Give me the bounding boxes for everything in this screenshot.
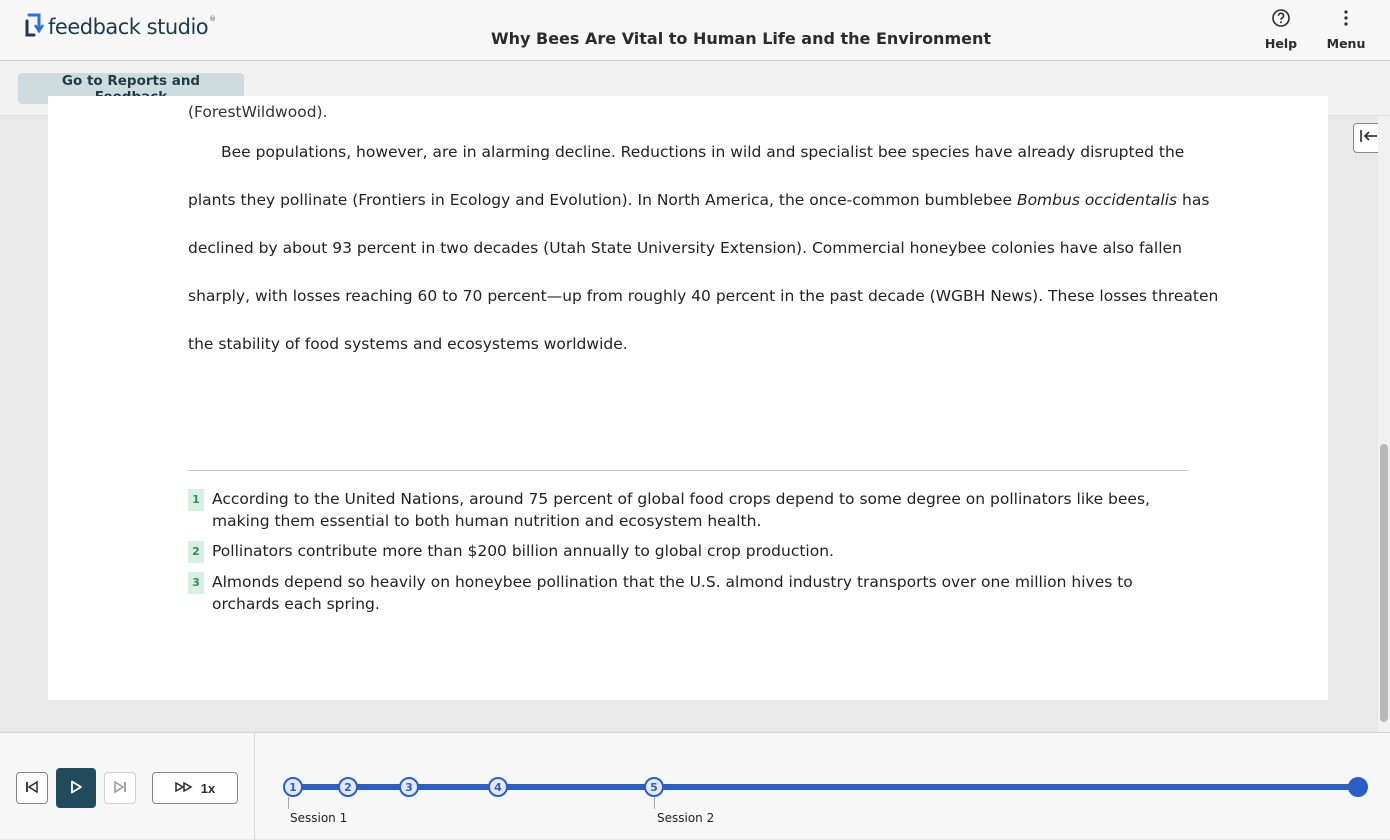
- menu-button[interactable]: [1318, 8, 1374, 52]
- timeline-marker[interactable]: 4: [488, 777, 508, 797]
- top-header: [0, 0, 1390, 61]
- logo-text: feedback studio®: [48, 15, 216, 39]
- session-label: Session 2: [657, 811, 715, 825]
- timeline-playhead[interactable]: [1348, 777, 1368, 797]
- menu-label: Menu: [1326, 36, 1366, 51]
- help-label: Help: [1264, 36, 1298, 51]
- paragraph-line: declined by about 93 percent in two decades (Utah State University Extension). Commercial honeybee colonies have also fallen: [188, 239, 1182, 257]
- session-timeline[interactable]: [255, 733, 1390, 840]
- fast-forward-icon: [175, 781, 193, 796]
- paragraph-line: sharply, with losses reaching 60 to 70 percent—up from roughly 40 percent in the past decade (WGBH News). These losses threaten: [188, 287, 1219, 305]
- skip-previous-icon: [24, 780, 40, 797]
- timeline-marker[interactable]: 1: [283, 777, 303, 797]
- footnote-list: [188, 488, 1188, 623]
- footnote-text: Almonds depend so heavily on honeybee pollination that the U.S. almond industry transports over one million hives to orchards each spring.: [212, 573, 1133, 613]
- species-name: Bombus occidentalis: [1016, 191, 1178, 209]
- skip-next-icon: [112, 780, 128, 797]
- footnote-number[interactable]: 2: [188, 541, 204, 563]
- playback-bar: [0, 732, 1390, 839]
- footnote-item: [188, 571, 1188, 615]
- playback-controls: [0, 733, 255, 840]
- document-page: [48, 96, 1328, 700]
- paragraph-line: Bee populations, however, are in alarming decline. Reductions in wild and specialist bee species have already disrupted the: [221, 143, 1185, 161]
- footnote-number[interactable]: 1: [188, 489, 204, 511]
- play-button[interactable]: [56, 768, 96, 808]
- speed-label: 1x: [200, 780, 216, 796]
- footnote-number[interactable]: 3: [188, 572, 204, 594]
- document-title: Why Bees Are Vital to Human Life and the Environment: [490, 29, 992, 48]
- previous-button[interactable]: [16, 772, 48, 804]
- collapse-left-icon: [1359, 128, 1379, 148]
- go-to-reports-button[interactable]: Go to Reports and: [18, 73, 244, 104]
- footnote-divider: [188, 470, 1188, 471]
- session-tick: [288, 797, 289, 809]
- help-button[interactable]: [1253, 8, 1309, 52]
- question-circle-icon: [1271, 8, 1291, 32]
- timeline-track[interactable]: [293, 784, 1358, 790]
- play-icon: [69, 780, 83, 797]
- timeline-marker[interactable]: 2: [338, 777, 358, 797]
- footnote-item: [188, 540, 1188, 563]
- paragraph-line: plants they pollinate (Frontiers in Ecology and Evolution). In North America, the once-common bumblebee Bombus occidentalis has: [188, 191, 1210, 209]
- session-label: Session 1: [290, 811, 348, 825]
- footnote-item: [188, 488, 1188, 532]
- document-paragraph: [188, 128, 1219, 368]
- scrollbar-thumb[interactable]: [1380, 444, 1388, 722]
- partial-text-line: (ForestWildwood).: [188, 103, 328, 121]
- vertical-dots-icon: [1336, 8, 1356, 32]
- footnote-text: Pollinators contribute more than $200 billion annually to global crop production.: [212, 542, 834, 560]
- next-button[interactable]: [104, 772, 136, 804]
- footnote-text: According to the United Nations, around 75 percent of global food crops depend to some degree on pollinators like bees, making them essential to both human nutrition and ecosystem health.: [212, 490, 1150, 530]
- document-viewer[interactable]: [0, 103, 1378, 732]
- playback-speed-button[interactable]: [152, 772, 238, 804]
- timeline-marker[interactable]: 3: [399, 777, 419, 797]
- timeline-marker[interactable]: 5: [644, 777, 664, 797]
- paragraph-line: the stability of food systems and ecosystems worldwide.: [188, 335, 628, 353]
- session-tick: [654, 797, 655, 809]
- vertical-scrollbar[interactable]: [1378, 116, 1390, 732]
